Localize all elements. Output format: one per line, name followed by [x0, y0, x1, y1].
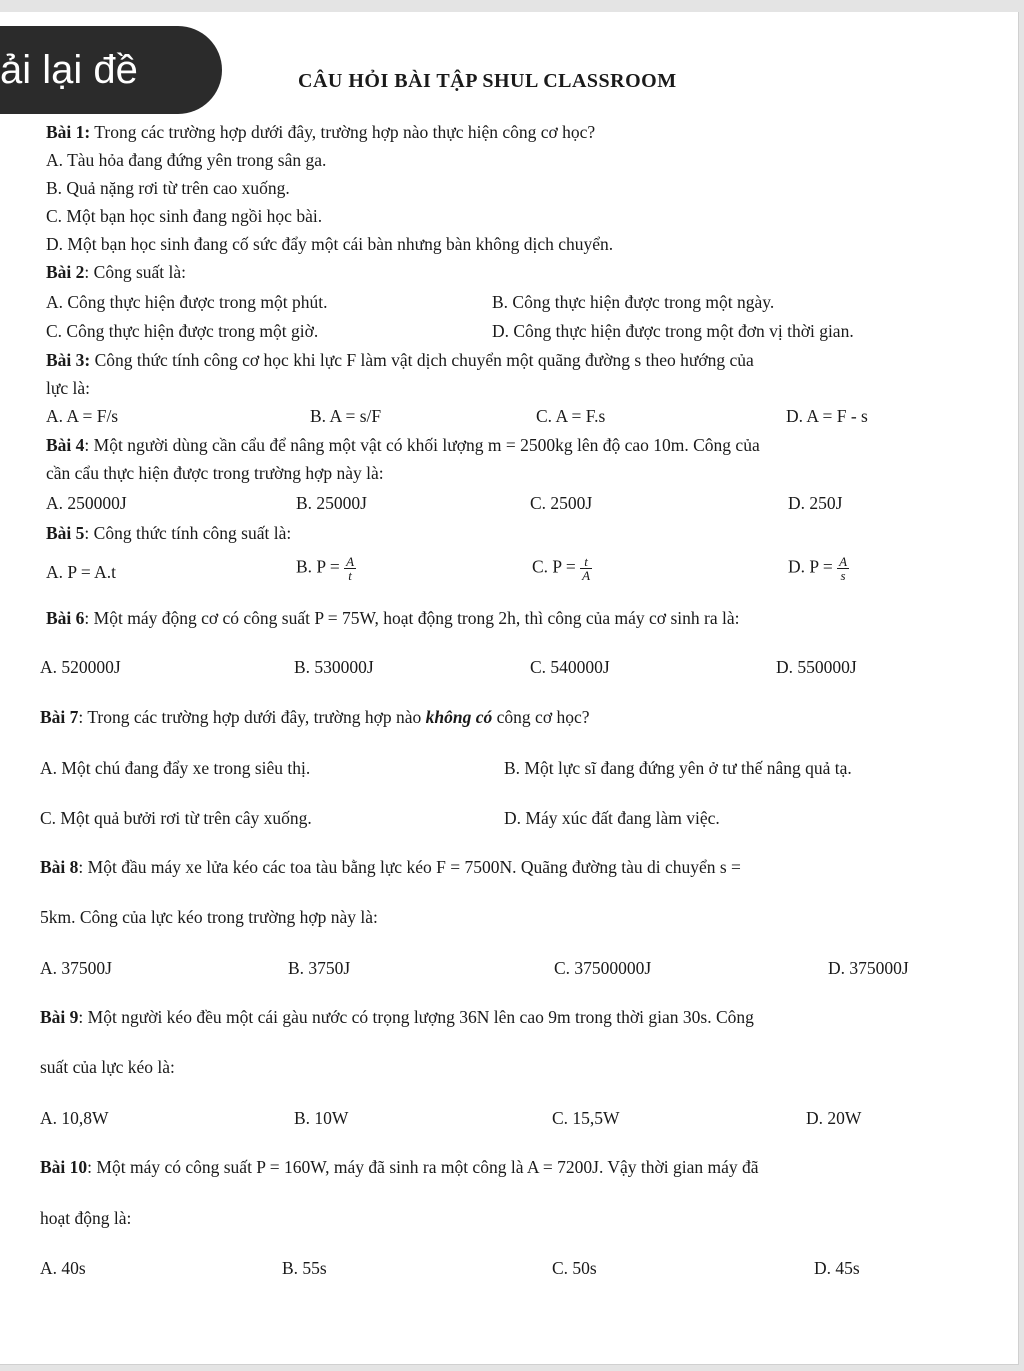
- q6-option-d[interactable]: D. 550000J: [776, 657, 857, 677]
- q4-option-b[interactable]: B. 25000J: [296, 493, 367, 513]
- q1-option-d[interactable]: D. Một bạn học sinh đang cố sức đẩy một cái bàn nhưng bàn không dịch chuyển.: [46, 234, 614, 254]
- question-4-stem: [46, 435, 946, 456]
- q4-option-a[interactable]: A. 250000J: [46, 493, 127, 513]
- q6-option-c[interactable]: C. 540000J: [530, 657, 610, 677]
- q4-option-c[interactable]: C. 2500J: [530, 493, 593, 513]
- q4-option-d[interactable]: D. 250J: [788, 493, 843, 513]
- q9-option-c[interactable]: C. 15,5W: [552, 1108, 620, 1128]
- q10-option-b[interactable]: B. 55s: [282, 1258, 327, 1278]
- q5-option-b[interactable]: [296, 555, 356, 582]
- question-9-stem: [40, 1007, 940, 1028]
- q9-option-a[interactable]: A. 10,8W: [40, 1108, 109, 1128]
- q10-option-c[interactable]: C. 50s: [552, 1258, 597, 1278]
- question-number: Bài 10: [40, 1157, 88, 1177]
- question-8-stem-continued: 5km. Công của lực kéo trong trường hợp này là:: [40, 907, 378, 927]
- q1-option-b[interactable]: B. Quả nặng rơi từ trên cao xuống.: [46, 178, 290, 198]
- q2-option-d[interactable]: D. Công thực hiện được trong một đơn vị thời gian.: [492, 321, 854, 341]
- question-number: Bài 6: [46, 608, 85, 628]
- question-text: : Một máy có công suất P = 160W, máy đã sinh ra một công là A = 7200J. Vậy thời gian máy đã: [87, 1157, 759, 1177]
- question-text: Trong các trường hợp dưới đây, trường hợp nào thực hiện công cơ học?: [90, 122, 596, 142]
- q6-option-b[interactable]: B. 530000J: [294, 657, 374, 677]
- q3-option-c[interactable]: C. A = F.s: [536, 406, 606, 426]
- q5-option-a[interactable]: A. P = A.t: [46, 562, 116, 582]
- q3-option-d[interactable]: D. A = F - s: [786, 406, 868, 426]
- fraction: $\frac{A}{s}$: [839, 554, 848, 583]
- back-to-exam-button[interactable]: ải lại đề: [0, 26, 222, 114]
- question-8-stem: [40, 857, 940, 878]
- question-number: Bài 2: [46, 262, 85, 282]
- q7-option-c[interactable]: C. Một quả bưởi rơi từ trên cây xuống.: [40, 808, 312, 828]
- question-number: Bài 5: [46, 523, 85, 543]
- question-text: Công thức tính công cơ học khi lực F làm vật dịch chuyển một quãng đường s theo hướng của: [90, 350, 754, 370]
- question-text: : Một người dùng cần cẩu để nâng một vật có khối lượng m = 2500kg lên độ cao 10m. Công của: [84, 435, 760, 455]
- question-9-stem-continued: suất của lực kéo là:: [40, 1057, 175, 1077]
- question-number: Bài 7: [40, 707, 79, 727]
- q7-option-a[interactable]: A. Một chú đang đẩy xe trong siêu thị.: [40, 758, 311, 778]
- q8-option-c[interactable]: C. 37500000J: [554, 958, 652, 978]
- question-5-stem: [46, 523, 946, 544]
- question-number: Bài 1:: [46, 122, 91, 142]
- q1-option-a[interactable]: A. Tàu hỏa đang đứng yên trong sân ga.: [46, 150, 327, 170]
- fraction: $\frac{t}{A}$: [582, 554, 591, 583]
- question-4-stem-continued: cần cẩu thực hiện được trong trường hợp này là:: [46, 463, 384, 483]
- worksheet-page: [0, 12, 1019, 1365]
- q2-option-c[interactable]: C. Công thực hiện được trong một giờ.: [46, 321, 319, 341]
- q8-option-d[interactable]: D. 375000J: [828, 958, 909, 978]
- question-10-stem: [40, 1157, 940, 1178]
- emphasis-text: không có: [425, 707, 493, 727]
- q2-option-a[interactable]: A. Công thực hiện được trong một phút.: [46, 292, 328, 312]
- question-10-stem-continued: hoạt động là:: [40, 1208, 132, 1228]
- q9-option-b[interactable]: B. 10W: [294, 1108, 349, 1128]
- q3-option-b[interactable]: B. A = s/F: [310, 406, 382, 426]
- document-title: CÂU HỎI BÀI TẬP SHUL CLASSROOM: [298, 70, 677, 92]
- question-text: : Công thức tính công suất là:: [84, 523, 292, 543]
- q3-option-a[interactable]: A. A = F/s: [46, 406, 119, 426]
- q10-option-d[interactable]: D. 45s: [814, 1258, 860, 1278]
- q1-option-c[interactable]: C. Một bạn học sinh đang ngồi học bài.: [46, 206, 323, 226]
- q6-option-a[interactable]: A. 520000J: [40, 657, 121, 677]
- question-number: Bài 3:: [46, 350, 91, 370]
- question-text: : Một đầu máy xe lửa kéo các toa tàu bằng lực kéo F = 7500N. Quãng đường tàu di chuyển s =: [78, 857, 741, 877]
- question-1-stem: [46, 122, 946, 143]
- q8-option-a[interactable]: A. 37500J: [40, 958, 112, 978]
- question-6-stem: [46, 608, 946, 629]
- question-number: Bài 8: [40, 857, 79, 877]
- q5-option-d[interactable]: [788, 555, 849, 582]
- question-text: : Công suất là:: [84, 262, 187, 282]
- q2-option-b[interactable]: B. Công thực hiện được trong một ngày.: [492, 292, 775, 312]
- question-3-stem: [46, 350, 946, 371]
- option-label: C. P =: [532, 556, 576, 577]
- question-2-stem: [46, 262, 946, 283]
- question-3-stem-continued: lực là:: [46, 378, 90, 398]
- question-number: Bài 4: [46, 435, 85, 455]
- question-text: : Một máy động cơ có công suất P = 75W, hoạt động trong 2h, thì công của máy cơ sinh ra là:: [84, 608, 740, 628]
- option-label: B. P =: [296, 556, 340, 577]
- question-text: : Trong các trường hợp dưới đây, trường hợp nào: [78, 707, 426, 727]
- fraction: $\frac{A}{t}$: [346, 554, 355, 583]
- option-label: D. P =: [788, 556, 833, 577]
- q8-option-b[interactable]: B. 3750J: [288, 958, 351, 978]
- question-number: Bài 9: [40, 1007, 79, 1027]
- question-7-stem: [40, 707, 940, 728]
- q9-option-d[interactable]: D. 20W: [806, 1108, 862, 1128]
- question-text-tail: công cơ học?: [492, 707, 590, 727]
- q7-option-b[interactable]: B. Một lực sĩ đang đứng yên ở tư thế nâng quả tạ.: [504, 758, 852, 778]
- q10-option-a[interactable]: A. 40s: [40, 1258, 86, 1278]
- question-text: : Một người kéo đều một cái gàu nước có trọng lượng 36N lên cao 9m trong thời gian 30s. Công: [78, 1007, 754, 1027]
- q7-option-d[interactable]: D. Máy xúc đất đang làm việc.: [504, 808, 720, 828]
- q5-option-c[interactable]: [532, 555, 592, 582]
